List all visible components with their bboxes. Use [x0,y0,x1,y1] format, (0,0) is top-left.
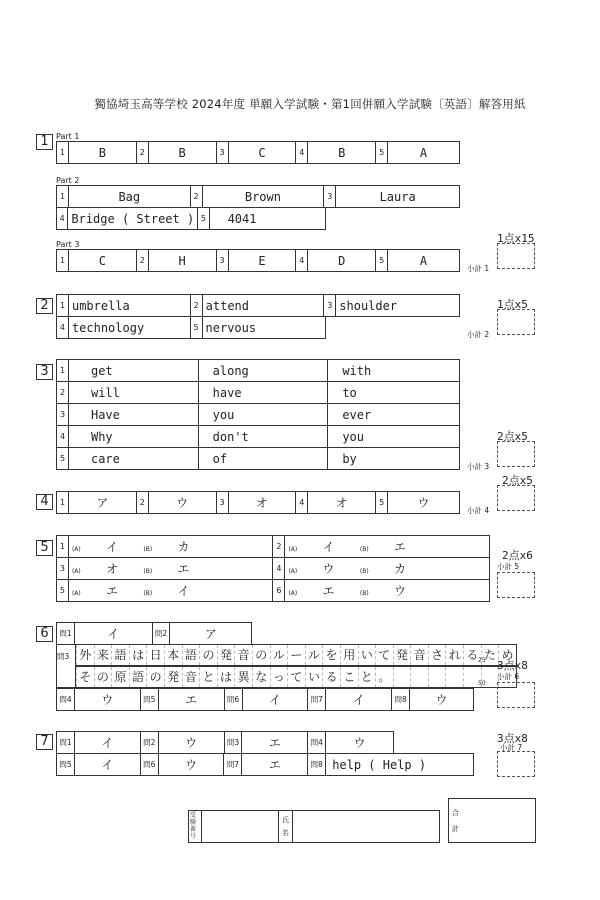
composition-cell[interactable]: の [146,667,164,687]
composition-cell[interactable]: の [94,667,112,687]
section-1-score-box[interactable] [497,243,535,269]
answer-field[interactable]: D [308,250,376,272]
section-2-row-1 [56,294,460,317]
answer-field[interactable]: ア [170,623,252,645]
label-a: (A) [288,546,298,553]
answer-field[interactable]: help ( Help ) [326,754,474,776]
answer-field[interactable]: ウ [388,492,460,514]
composition-cell[interactable]: 外 [76,645,94,665]
answer-number: 5 [376,492,388,514]
answer-number: 2 [136,142,148,164]
composition-cell[interactable] [410,667,428,687]
answer-b[interactable]: ウ [394,584,407,598]
composition-cell[interactable]: る [322,667,340,687]
answer-number: 4 [296,142,308,164]
name-label-1: 氏 [282,816,289,824]
question-label: 問8 [392,689,410,711]
answer-number: 1 [57,142,69,164]
composition-cell[interactable]: い [358,645,376,665]
composition-cell[interactable] [428,667,446,687]
composition-cell[interactable]: ル [270,645,288,665]
label-a: (A) [288,568,298,575]
answer-field[interactable]: B [308,142,376,164]
answer-number: 2 [136,250,148,272]
composition-cell[interactable]: い [305,667,323,687]
composition-cell[interactable]: の [252,645,270,665]
answer-cell [68,536,273,558]
answer-field[interactable]: イ [242,689,308,711]
answer-field[interactable]: care [68,448,198,470]
answer-field[interactable]: you [328,426,460,448]
section-1-points: 1点x15 [497,232,535,245]
answer-field[interactable]: イ [74,754,140,776]
section-7-subtotal-label: 小計 7 [500,743,523,752]
answer-b[interactable]: カ [394,562,407,576]
composition-cell[interactable]: て [287,667,305,687]
section-4-row [56,491,460,514]
section-3-subtotal-label: 小計 3 [467,462,490,471]
part1-label: Part 1 [56,132,80,141]
answer-field[interactable]: B [148,142,216,164]
composition-cell[interactable]: 語 [182,645,200,665]
question-label: 問7 [308,689,326,711]
composition-cell[interactable]: 用 [340,645,358,665]
part2-label: Part 2 [56,176,80,185]
answer-field[interactable]: イ [326,689,392,711]
char-count-25: 25 [478,657,486,664]
total-score-box[interactable] [448,798,536,843]
answer-field[interactable]: ウ [410,689,474,711]
answer-field[interactable]: technology [68,317,190,339]
answer-field[interactable]: エ [242,754,308,776]
answer-field[interactable]: Bag [68,186,190,208]
answer-number: 4 [57,426,69,448]
answer-field[interactable]: Laura [336,186,460,208]
composition-cell[interactable]: 音 [410,645,428,665]
answer-number: 4 [57,208,68,230]
section-6-number: 6 [36,626,53,642]
part2-answer-row-2 [56,207,326,230]
section-5-score-box[interactable] [497,572,535,598]
section-7-row-1 [56,731,394,754]
label-a: (A) [71,546,81,553]
name-field[interactable] [293,811,439,842]
composition-cell[interactable]: て [375,645,393,665]
answer-number: 1 [57,250,69,272]
section-2-row-2 [56,316,326,339]
answer-field[interactable]: will [68,382,198,404]
answer-b[interactable]: エ [177,562,190,576]
composition-cell[interactable]: め [498,645,516,665]
answer-field[interactable]: Brown [202,186,324,208]
composition-cell[interactable]: 語 [129,667,147,687]
answer-number: 3 [324,186,336,208]
answer-number: 3 [216,492,228,514]
answer-number: 2 [190,295,202,317]
label-b: (B) [359,568,369,575]
answer-field[interactable]: ウ [148,492,216,514]
answer-cell [285,536,490,558]
composition-cell[interactable]: 。 [375,667,393,687]
composition-cell[interactable] [393,667,411,687]
answer-number: 4 [273,558,285,580]
question-label: 問6 [140,754,158,776]
section-1-number: 1 [36,134,53,150]
section-4-score-box[interactable] [497,485,535,511]
answer-a[interactable]: イ [322,540,335,554]
question-label: 問1 [57,623,75,645]
label-b: (B) [143,546,153,553]
answer-field[interactable]: オ [228,492,296,514]
section-2-points: 1点x5 [497,298,528,311]
answer-b[interactable]: エ [394,540,407,554]
answer-cell [68,558,273,580]
answer-number: 2 [136,492,148,514]
section-1-subtotal-label: 小計 1 [467,264,490,273]
section-7-row-2 [56,753,474,776]
answer-number: 2 [273,536,285,558]
answer-number: 1 [57,492,69,514]
answer-b[interactable]: カ [177,540,190,554]
answer-number: 2 [190,186,202,208]
section-7-score-box[interactable] [497,751,535,777]
label-b: (B) [359,546,369,553]
answer-number: 1 [57,186,69,208]
composition-cell[interactable]: は [129,645,147,665]
q3-composition-row-1[interactable] [76,644,517,666]
composition-cell[interactable]: 来 [94,645,112,665]
part2-answer-row-1 [56,185,460,208]
composition-cell[interactable]: 発 [217,645,235,665]
composition-cell[interactable]: そ [76,667,94,687]
answer-field[interactable]: E [228,250,296,272]
answer-number: 1 [57,360,69,382]
question-label: 問2 [152,623,170,645]
section-3-score-box[interactable] [497,441,535,467]
answer-number: 3 [57,558,69,580]
question-label: 問5 [140,689,158,711]
section-6-row-3 [56,688,474,711]
composition-cell[interactable]: ー [287,645,305,665]
answer-field[interactable]: ウ [158,754,224,776]
char-count-50: 50 [478,680,486,687]
composition-cell[interactable]: 原 [111,667,129,687]
answer-field[interactable]: イ [74,732,140,754]
label-b: (B) [359,590,369,597]
answer-field[interactable]: umbrella [68,295,190,317]
composition-cell[interactable]: る [463,645,481,665]
answer-field[interactable]: B [68,142,136,164]
section-3-points: 2点x5 [497,430,528,443]
answer-b[interactable]: イ [177,584,190,598]
composition-cell[interactable]: 音 [182,667,200,687]
name-label-2: 名 [282,829,289,837]
section-4-subtotal-label: 小計 4 [467,506,490,515]
label-a: (A) [71,568,81,575]
total-label-1: 合 [452,809,459,817]
answer-field[interactable]: shoulder [336,295,460,317]
answer-field[interactable]: オ [308,492,376,514]
composition-cell[interactable]: 語 [111,645,129,665]
composition-cell[interactable]: を [322,645,340,665]
answer-field[interactable]: エ [158,689,224,711]
answer-field[interactable]: ウ [326,732,394,754]
answer-number: 3 [324,295,336,317]
answer-number: 3 [57,404,69,426]
answer-field[interactable]: with [328,360,460,382]
answer-number: 5 [376,142,388,164]
answer-field[interactable]: ever [328,404,460,426]
answer-field[interactable]: Bridge ( Street ) [68,208,198,230]
composition-cell[interactable]: 本 [164,645,182,665]
answer-field[interactable]: A [388,142,460,164]
answer-field[interactable]: C [228,142,296,164]
answer-field[interactable]: of [198,448,328,470]
label-b: (B) [143,568,153,575]
question-label: 問7 [224,754,242,776]
composition-cell[interactable]: な [252,667,270,687]
section-5-subtotal-label: 小計 5 [497,562,520,571]
answer-number: 1 [57,295,69,317]
question-label: 問8 [308,754,326,776]
label-a: (A) [71,590,81,597]
section-2-number: 2 [36,298,53,314]
part3-label: Part 3 [56,240,80,249]
question-label: 問3 [57,652,70,661]
composition-cell[interactable]: 音 [234,645,252,665]
answer-field[interactable]: get [68,360,198,382]
composition-cell[interactable]: と [358,667,376,687]
answer-number: 5 [57,448,69,470]
answer-number: 1 [57,536,69,558]
composition-cell[interactable]: っ [270,667,288,687]
part3-answer-row [56,249,460,272]
answer-field[interactable]: 4041 [209,208,325,230]
composition-cell[interactable]: こ [340,667,358,687]
question-label: 問6 [224,689,242,711]
section-4-points: 2点x5 [502,474,533,487]
answer-field[interactable]: イ [74,623,152,645]
section-2-score-box[interactable] [497,309,535,335]
answer-field[interactable]: Why [68,426,198,448]
composition-cell[interactable]: の [199,645,217,665]
section-3-number: 3 [36,364,53,380]
answer-field[interactable]: to [328,382,460,404]
q3-composition-row-2[interactable] [76,666,520,688]
answer-number: 5 [190,317,202,339]
answer-number: 4 [57,317,69,339]
answer-field[interactable]: attend [202,295,324,317]
section-6-subtotal-label: 小計 6 [497,672,520,681]
answer-a[interactable]: イ [106,540,119,554]
answer-field[interactable]: ア [68,492,136,514]
section-3-table [56,359,460,470]
section-5-table [56,535,490,602]
answer-number: 6 [273,580,285,602]
answer-field[interactable]: along [198,360,328,382]
answer-field[interactable]: H [148,250,216,272]
answer-a[interactable]: ウ [322,562,335,576]
part1-answer-row [56,141,460,164]
answer-number: 5 [376,250,388,272]
answer-number: 5 [198,208,209,230]
answer-cell [285,580,490,602]
answer-number: 2 [57,382,69,404]
answer-number: 4 [296,492,308,514]
answer-field[interactable]: by [328,448,460,470]
section-6-row-1 [56,622,252,645]
answer-number: 3 [216,142,228,164]
composition-cell[interactable]: 発 [164,667,182,687]
answer-field[interactable]: Have [68,404,198,426]
section-5-number: 5 [36,540,53,556]
question-label: 問2 [140,732,158,754]
answer-number: 4 [296,250,308,272]
question-label: 問4 [57,689,75,711]
section-6-points: 3点x8 [497,659,528,672]
total-label-2: 計 [452,825,459,833]
question-label: 問5 [57,754,75,776]
question-label: 問4 [308,732,326,754]
answer-a[interactable]: オ [106,562,119,576]
answer-field[interactable]: nervous [202,317,325,339]
composition-cell[interactable]: さ [428,645,446,665]
answer-number: 3 [216,250,228,272]
answer-a[interactable]: エ [106,584,119,598]
answer-cell [68,580,273,602]
answer-number: 5 [57,580,69,602]
composition-cell[interactable]: 発 [393,645,411,665]
answer-field[interactable]: you [198,404,328,426]
label-b: (B) [143,590,153,597]
answer-field[interactable]: A [388,250,460,272]
section-4-number: 4 [36,494,53,510]
composition-cell[interactable]: と [199,667,217,687]
answer-field[interactable]: エ [242,732,308,754]
composition-cell[interactable]: ル [305,645,323,665]
section-7-points: 3点x8 [497,732,528,745]
section-6-score-box[interactable] [497,682,535,708]
exam-number-label: 受験番号 [190,812,197,840]
answer-field[interactable]: ウ [74,689,140,711]
question-label: 問1 [57,732,75,754]
section-2-subtotal-label: 小計 2 [467,330,490,339]
answer-cell [285,558,490,580]
composition-cell[interactable]: 異 [234,667,252,687]
answer-field[interactable]: C [68,250,136,272]
page-title: 獨協埼玉高等学校 2024年度 単願入学試験・第1回併願入学試験〔英語〕解答用紙 [94,97,526,111]
composition-cell[interactable]: た [481,645,499,665]
composition-cell[interactable]: れ [445,645,463,665]
composition-cell[interactable] [445,667,463,687]
composition-cell[interactable]: は [217,667,235,687]
composition-cell[interactable]: 日 [146,645,164,665]
answer-field[interactable]: ウ [158,732,224,754]
section-7-number: 7 [36,734,53,750]
answer-a[interactable]: エ [322,584,335,598]
section-5-points: 2点x6 [502,549,533,562]
answer-field[interactable]: don't [198,426,328,448]
label-a: (A) [288,590,298,597]
answer-field[interactable]: have [198,382,328,404]
exam-number-field[interactable] [202,811,278,842]
question-label: 問3 [224,732,242,754]
